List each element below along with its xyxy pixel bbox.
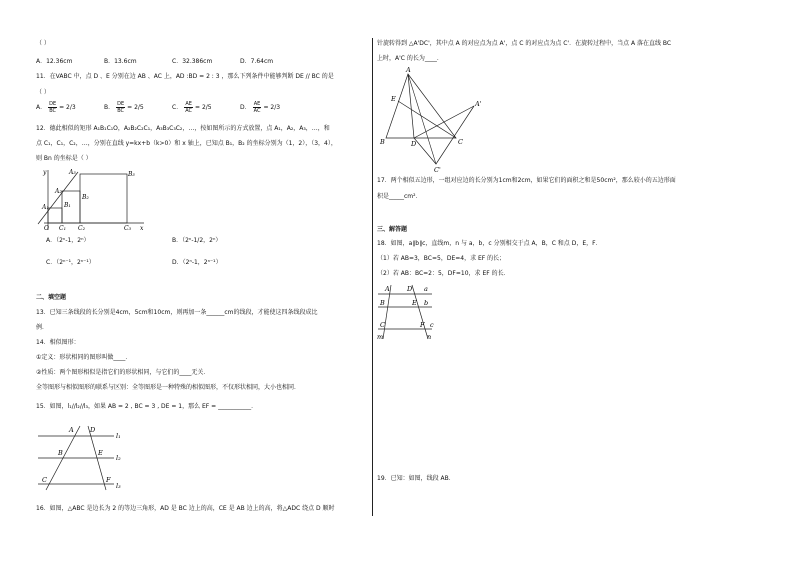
q18-fig-label-a: A: [385, 285, 390, 293]
q12-fig-label-a2: A₂: [55, 188, 62, 195]
q17-line1: 17．两个相似五边形，一组对应边的长分别为1cm和2cm，如果它们的面积之和是50cm²，那么较小的五边形面: [377, 177, 676, 184]
q16-cont-line2: 上时，A'C 的长为____．: [377, 55, 443, 62]
q18-text: 18．如图，a∥b∥c，直线m，n 与 a，b，c 分别相交于点 A，B，C 和点 D，E，F．: [377, 240, 602, 247]
q16-fig-label-e: E: [391, 95, 396, 103]
q15-figure: [36, 422, 136, 494]
q12-fig-label-c3: C₃: [124, 225, 131, 232]
q15-fig-label-b: B: [58, 449, 63, 457]
q16-fig-label-a-prime: A': [475, 100, 482, 108]
q12-fig-label-c2: C₂: [78, 225, 85, 232]
q12-fig-label-c1: C₁: [59, 225, 66, 232]
q10-option-c: C．32.386cm: [172, 58, 213, 65]
q18-fig-label-d: D: [407, 285, 413, 293]
q14-property: ②性质：两个图形相似是指它们的形状相同，与它们的____无关．: [36, 369, 210, 376]
q18-fig-label-n: n: [427, 333, 432, 341]
q18-fig-label-f: F: [420, 321, 425, 329]
q18-fig-label-m: m: [377, 333, 384, 341]
q12-fig-label-y: y: [43, 169, 47, 176]
q12-fig-label-a3: A₃: [69, 169, 76, 176]
q12-fig-label-b3: B₃: [128, 171, 135, 178]
q13-line1: 13．已知三条线段的长分别是4cm，5cm和10cm，则再加一条______cm的线段，才能使这四条线段成比: [36, 309, 318, 316]
q14-relation: 全等图形与相似图形的联系与区别：全等图形是一种特殊的相似图形，不仅形状相同，大小也相同．: [36, 384, 301, 391]
q11-bracket: （ ）: [36, 89, 50, 96]
q12-fig-label-x: x: [140, 225, 144, 232]
q12-fig-label-a1: A₁: [42, 204, 49, 211]
q12-fig-label-o: O: [44, 225, 49, 232]
q11-option-d: D． $\frac{AE}{AC}$ = 2/3: [240, 101, 281, 114]
q17-line2: 积是_____cm²．: [377, 193, 422, 200]
q15-fig-label-d: D: [90, 426, 96, 434]
q16-text: 16．如图，△ABC 是边长为 2 的等边三角形，AD 是 BC 边上的高，CE 是 AB 边上的高，将△ADC 绕点 D 顺时: [36, 505, 335, 512]
q12-figure: [36, 166, 146, 232]
q16-fig-label-c: C: [458, 138, 463, 146]
q14-definition: ①定义：形状相同的图形叫做____．: [36, 354, 132, 361]
q13-line2: 例．: [36, 324, 49, 331]
q16-fig-label-d: D: [411, 140, 417, 148]
q15-fig-label-l3: l₃: [116, 482, 121, 490]
q15-fig-label-f: F: [106, 476, 111, 484]
q14-title: 14．相似图形：: [36, 339, 80, 346]
q15-fig-label-e: E: [98, 449, 103, 457]
q11-text: 11．在VABC 中，点 D 、E 分别在边 AB 、AC 上，AD :BD = 2 : 3 ，那么下列条件中能够判断 DE // BC 的是: [36, 73, 334, 80]
q16-cont-line1: 针旋转得到 △A'DC'，其中点 A 的对应点为点 A'，点 C 的对应点为点 C'．在旋转过程中，当点 A 落在直线 BC: [377, 40, 672, 47]
q12-option-c: C．（2ⁿ⁻¹，2ⁿ⁻¹）: [46, 259, 95, 266]
q18-fig-label-c: C: [380, 321, 385, 329]
q12-option-a: A．（2ⁿ-1，2ⁿ）: [46, 237, 90, 244]
q10-option-b: B．13.6cm: [104, 58, 137, 65]
q19-text: 19．已知：如图，线段 AB．: [377, 475, 455, 482]
q16-fig-label-a: A: [406, 66, 411, 74]
q15-fig-label-l1: l₁: [116, 432, 121, 440]
q18-fig-label-e: E: [412, 299, 417, 307]
q18-part1: （1）若 AB=3，BC=5，DE=4，求 EF 的长；: [377, 255, 506, 262]
q15-fig-label-c: C: [42, 476, 47, 484]
q18-part2: （2）若 AB：BC=2：5，DF=10，求 EF 的长．: [377, 270, 510, 277]
q12-fig-label-b1: B₁: [64, 202, 71, 209]
q11-option-b: B． $\frac{DE}{BC}$ = 2/5: [104, 101, 144, 114]
q12-line3: 则 Bn 的坐标是（ ）: [36, 155, 92, 162]
q18-fig-label-c-line: c: [430, 321, 434, 329]
q11-option-a: A． $\frac{DE}{BC}$ = 2/3: [36, 101, 76, 114]
q16-figure: [378, 64, 488, 174]
q18-figure: [374, 281, 444, 343]
q11-option-c: C． $\frac{AE}{AC}$ = 2/5: [172, 101, 212, 114]
q18-fig-label-b-line: b: [424, 299, 429, 307]
q10-option-a: A．12.36cm: [36, 58, 73, 65]
q15-fig-label-a: A: [69, 426, 74, 434]
q12-fig-label-b2: B₂: [82, 194, 89, 201]
column-divider: [372, 38, 373, 516]
section-answer: 三、解答题: [377, 226, 408, 233]
q15-fig-label-l2: l₂: [116, 454, 121, 462]
q12-line1: 12．德此相似的矩形 A₁B₁C₁O，A₂B₂C₂C₁，A₃B₃C₃C₂，…，按如图所示的方式放置，点 A₁，A₂，A₃，…，和: [36, 125, 330, 132]
q10-option-d: D．7.64cm: [240, 58, 274, 65]
q10-bracket: （ ）: [36, 40, 50, 47]
q16-fig-label-b: B: [380, 138, 385, 146]
q18-fig-label-b: B: [380, 299, 385, 307]
q15-text: 15．如图，l₁//l₂//l₃，如果 AB = 2 , BC = 3 , DE = 1，那么 EF = ___________．: [36, 403, 258, 410]
q12-line2: 点 C₁，C₁，C₂，…，分别在直线 y=kx+b（k>0）和 x 轴上，已知点 B₁，B₂ 的坐标分别为（1，2），（3，4），: [36, 140, 337, 147]
section-fill-in: 二、填空题: [36, 294, 67, 301]
q12-option-b: B．（2ⁿ-1/2，2ⁿ）: [172, 237, 222, 244]
q16-fig-label-c-prime: C': [434, 166, 441, 174]
q12-option-d: D．（2ⁿ-1，2ⁿ⁻¹）: [172, 259, 222, 266]
q18-fig-label-a-line: a: [424, 285, 428, 293]
